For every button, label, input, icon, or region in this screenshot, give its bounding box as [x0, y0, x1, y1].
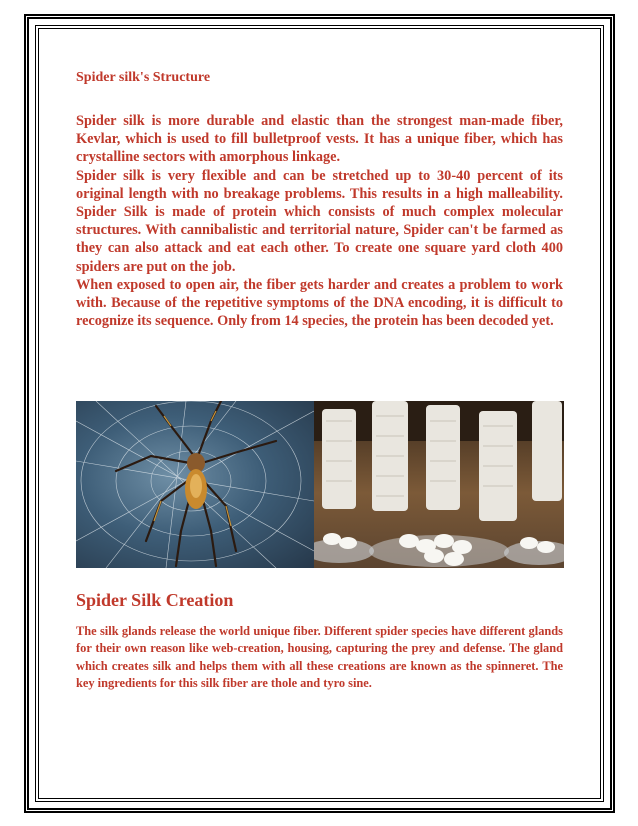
paragraph-1: Spider silk is more durable and elastic than the strongest man-made fiber, Kevlar, which is used to fill bulletproof vests. It has a unique fiber, which has crystalline sectors with amorphous linkage. — [76, 113, 563, 166]
spider-photo — [76, 401, 314, 568]
paragraph-creation: The silk glands release the world unique fiber. Different spider species have different glands for their own reason like web-creation, housing, capturing the prey and defense. The gland which creates silk and helps them with all these creations are known as the spinneret. The key ingredients for this silk fiber are thole and tyro sine. — [76, 624, 563, 690]
paragraph-2: Spider silk is very flexible and can be stretched up to 30-40 percent of its original length with no breakage problems. This results in a high malleability. Spider Silk is made of protein which consists of much complex molecular structures. With cannibalistic and territorial nature, Spider can't be farmed as they can also attack and eat each other. To create one square yard cloth 400 spiders are put on the job. — [76, 167, 563, 275]
spider-illustration — [76, 401, 314, 568]
spools-illustration — [314, 401, 564, 568]
silk-spools-photo — [314, 401, 564, 568]
paragraph-3: When exposed to open air, the fiber gets harder and creates a problem to work with. Because of the repetitive symptoms of the DNA encoding, it is difficult to recognize its sequence. Only from 14 species, the protein has been decoded yet. — [76, 276, 563, 330]
section-title-structure: Spider silk's Structure — [76, 70, 211, 85]
image-row — [76, 401, 564, 568]
section-title-creation: Spider Silk Creation — [76, 590, 234, 610]
section-structure — [76, 70, 563, 330]
